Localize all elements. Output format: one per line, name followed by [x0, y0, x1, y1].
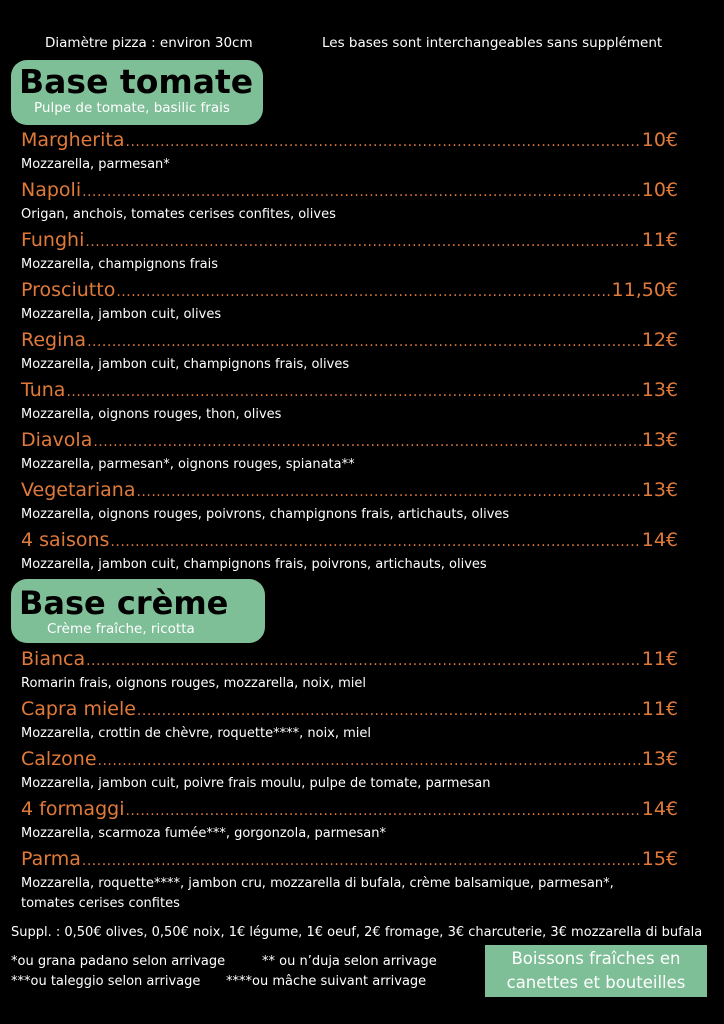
item-price: 13€ [641, 479, 678, 501]
item-price: 11€ [641, 229, 678, 251]
menu-item-napoli [21, 178, 678, 225]
item-leader-dots [137, 699, 641, 723]
footnote-mache: ****ou mâche suivant arrivage [226, 974, 427, 989]
item-description: Mozzarella, roquette****, jambon cru, mozzarella di bufala, crème balsamique, parmesan*, tomates cerises confites [21, 876, 614, 911]
item-name: Tuna [21, 379, 66, 401]
item-description: Mozzarella, jambon cuit, olives [21, 307, 222, 322]
item-name: 4 saisons [21, 529, 110, 551]
item-name: Regina [21, 329, 87, 351]
item-description: Mozzarella, crottin de chèvre, roquette****, noix, miel [21, 726, 372, 741]
cream-section-title: Base crème [19, 584, 229, 622]
item-name: Funghi [21, 229, 85, 251]
item-leader-dots [126, 130, 641, 154]
item-leader-dots [82, 180, 641, 204]
item-description: Romarin frais, oignons rouges, mozzarella, noix, miel [21, 676, 366, 691]
footnote-taleggio: ***ou taleggio selon arrivage [11, 974, 201, 989]
menu-item-parma [21, 847, 678, 914]
item-price: 15€ [641, 848, 678, 870]
supplements-note: Suppl. : 0,50€ olives, 0,50€ noix, 1€ légume, 1€ oeuf, 2€ fromage, 3€ charcuterie, 3€ mozzarella di bufala [11, 925, 703, 940]
item-name: Calzone [21, 748, 97, 770]
tomato-section-subtitle: Pulpe de tomate, basilic frais [34, 100, 230, 116]
footnote-grana-padano: *ou grana padano selon arrivage [11, 954, 226, 969]
item-description: Mozzarella, champignons frais [21, 257, 219, 272]
item-description: Origan, anchois, tomates cerises confites, olives [21, 207, 336, 222]
item-leader-dots [125, 799, 640, 823]
item-leader-dots [86, 649, 641, 673]
tomato-section-title: Base tomate [19, 62, 254, 101]
item-price: 13€ [641, 748, 678, 770]
item-price: 12€ [641, 329, 678, 351]
item-leader-dots [98, 749, 641, 773]
menu-item-prosciutto [21, 278, 678, 325]
item-price: 10€ [641, 129, 678, 151]
menu-item-margherita [21, 128, 678, 175]
menu-item-bianca [21, 647, 678, 694]
item-description: Mozzarella, parmesan*, oignons rouges, spianata** [21, 457, 355, 472]
item-leader-dots [87, 330, 641, 354]
menu-item-4-formaggi [21, 797, 678, 844]
cold-drinks-badge [485, 945, 707, 997]
menu-item-capra-miele [21, 697, 678, 744]
menu-item-regina [21, 328, 678, 375]
item-name: Capra miele [21, 698, 136, 720]
cream-section-subtitle: Crème fraîche, ricotta [47, 621, 195, 637]
item-leader-dots [85, 230, 640, 254]
pizza-diameter-note: Diamètre pizza : environ 30cm [45, 35, 253, 51]
item-description: Mozzarella, scarmoza fumée***, gorgonzola, parmesan* [21, 826, 386, 841]
item-description: Mozzarella, jambon cuit, champignons frais, olives [21, 357, 350, 372]
item-price: 11€ [641, 698, 678, 720]
item-description: Mozzarella, jambon cuit, champignons frais, poivrons, artichauts, olives [21, 557, 487, 572]
bases-interchangeable-note: Les bases sont interchangeables sans supplément [322, 35, 663, 51]
item-price: 11,50€ [611, 279, 678, 301]
menu-item-tuna [21, 378, 678, 425]
item-price: 14€ [641, 529, 678, 551]
tomato-section-header [11, 60, 263, 125]
item-description: Mozzarella, oignons rouges, poivrons, champignons frais, artichauts, olives [21, 507, 510, 522]
menu-item-funghi [21, 228, 678, 275]
drinks-line-1: Boissons fraîches en [511, 949, 681, 968]
item-leader-dots [110, 530, 640, 554]
item-name: Bianca [21, 648, 86, 670]
cream-section-header [11, 579, 265, 643]
item-price: 14€ [641, 798, 678, 820]
item-name: Diavola [21, 429, 93, 451]
item-name: Prosciutto [21, 279, 116, 301]
item-price: 13€ [641, 429, 678, 451]
item-description: Mozzarella, parmesan* [21, 157, 170, 172]
footnote-nduja: ** ou n’duja selon arrivage [262, 954, 437, 969]
item-price: 10€ [641, 179, 678, 201]
item-name: Vegetariana [21, 479, 136, 501]
item-name: Napoli [21, 179, 82, 201]
item-leader-dots [93, 430, 640, 454]
item-leader-dots [66, 380, 640, 404]
drinks-line-2: canettes et bouteilles [506, 973, 686, 992]
item-leader-dots [82, 849, 641, 873]
item-name: Parma [21, 848, 81, 870]
item-name: Margherita [21, 129, 125, 151]
item-description: Mozzarella, jambon cuit, poivre frais moulu, pulpe de tomate, parmesan [21, 776, 491, 791]
item-price: 13€ [641, 379, 678, 401]
item-leader-dots [136, 480, 640, 504]
item-price: 11€ [641, 648, 678, 670]
menu-item-4-saisons [21, 528, 678, 575]
item-name: 4 formaggi [21, 798, 125, 820]
menu-item-vegetariana [21, 478, 678, 525]
item-description: Mozzarella, oignons rouges, thon, olives [21, 407, 282, 422]
menu-item-calzone [21, 747, 678, 794]
menu-item-diavola [21, 428, 678, 475]
item-leader-dots [116, 280, 610, 304]
